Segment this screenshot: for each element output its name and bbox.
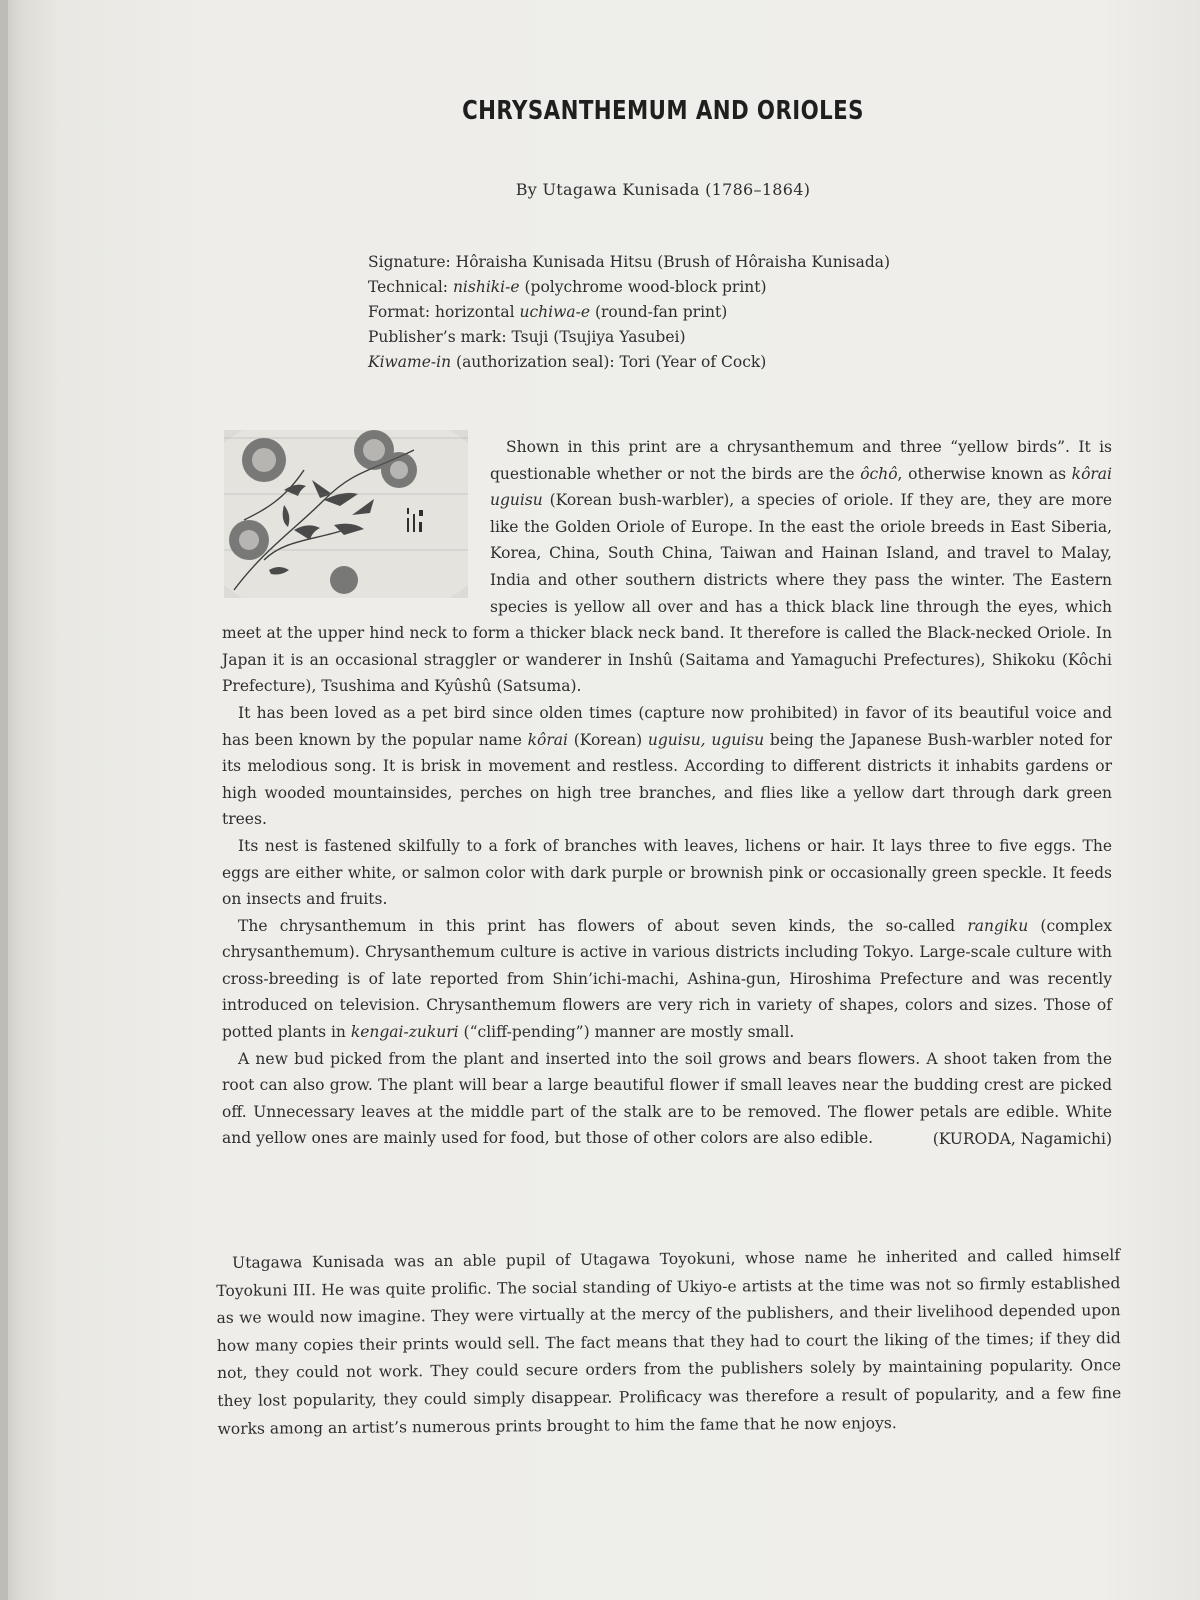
- format-label: Format: horizontal: [368, 303, 520, 321]
- format-line: [368, 300, 1008, 325]
- kiwame-value: (authorization seal): Tori (Year of Cock): [451, 353, 767, 371]
- signature-value: Hôraisha Kunisada Hitsu (Brush of Hôraisha Kunisada): [450, 253, 891, 271]
- paragraph-cultivation: A new bud picked from the plant and inserted into the soil grows and bears flowers. A shoot taken from the root can also grow. The plant will bear a large beautiful flower if small leaves near the budding crest are picked off. Unnecessary leaves at the middle part of the stalk are to be removed. The flower petals are edible. White and yellow ones are mainly used for food, but those of other colors are also edible.: [222, 1049, 1112, 1148]
- page-title: CHRYSANTHEMUM AND ORIOLES: [462, 96, 864, 126]
- format-term: uchiwa-e: [519, 303, 591, 321]
- text-run: (complex chrysanthemum). Chrysanthemum culture is active in various districts including Tokyo. Large-scale culture with cross-breeding is of late reported from Shin’ichi-machi, Ashina-gun, Hiroshima Prefecture and was recently introduced on television. Chrysanthemum flowers are very rich in variety of shapes, colors and sizes. Those of potted plants in: [222, 916, 1112, 1042]
- publisher-value: Tsuji (Tsujiya Yasubei): [506, 328, 686, 346]
- text-run: (Korean bush-warbler), a species of oriole. If they are, they are more like the Golden Oriole of Europe. In the east the oriole breeds in East Siberia, Korea, China, South China, Taiwan and Hainan Island, and travel to Malay, India and other southern districts where they pass the winter. The Eastern species is yellow all over and has a thick black line through the eyes, which meet at the upper hind neck to form a thicker black neck band. It therefore is called the Black-necked Oriole. In Japan it is an occasional straggler or wanderer in Inshû (Saitama and Yamaguchi Prefectures), Shikoku (Kôchi Prefecture), Tsushima and Kyûshû (Satsuma).: [222, 491, 1112, 696]
- technical-label: Technical:: [368, 278, 453, 296]
- italic-term: kengai-zukuri: [350, 1023, 459, 1042]
- author-signoff: (KURODA, Nagamichi): [932, 1130, 1112, 1149]
- technical-value: (polychrome wood-block print): [519, 278, 767, 296]
- print-metadata: [368, 250, 1008, 375]
- italic-term: kôrai uguisu: [490, 464, 1113, 510]
- text-run: Shown in this print are a chrysanthemum and three “yellow birds”. It is questionable whether or not the birds are the: [490, 438, 1112, 483]
- essay-body: [222, 434, 1112, 1153]
- page-gutter: [0, 0, 8, 1600]
- text-run: (Korean): [567, 730, 648, 749]
- signature-label: Signature:: [368, 253, 451, 271]
- text-run: , otherwise known as: [897, 464, 1072, 483]
- format-value: (round-fan print): [590, 303, 728, 321]
- italic-term: rangiku: [967, 916, 1029, 935]
- publisher-line: [368, 325, 1008, 350]
- signature-line: [368, 250, 1008, 275]
- image-spacer: [222, 434, 490, 606]
- paragraph-nest: Its nest is fastened skilfully to a fork of branches with leaves, lichens or hair. It lays three to five eggs. The eggs are either white, or salmon color with dark purple or brownish pink or occasionally green speckle. It feeds on insects and fruits.: [222, 836, 1112, 909]
- italic-term: ôchô: [860, 464, 898, 483]
- italic-term: uguisu, uguisu: [647, 730, 765, 749]
- paragraph-chrysanthemum: [222, 913, 1112, 1046]
- kiwame-line: [368, 350, 1008, 375]
- paragraph-biography: Utagawa Kunisada was an able pupil of Utagawa Toyokuni, whose name he inherited and called himself Toyokuni III. He was quite prolific. The social standing of Ukiyo-e artists at the time was not so firmly established as we would now imagine. They were virtually at the mercy of the publishers, and their livelihood depended upon how many copies their prints would sell. The fact means that they had to court the liking of the times; if they did not, they could not work. They could secure orders from the publishers solely by maintaining popularity. Once they lost popularity, they could simply disappear. Prolificacy was therefore a result of popularity, and a few fine works among an artist’s numerous prints brought to him the fame that he now enjoys.: [216, 1246, 1122, 1438]
- text-run: (“cliff-pending”) manner are mostly small.: [458, 1023, 795, 1042]
- publisher-label: Publisher’s mark:: [368, 328, 507, 346]
- text-run: It has been loved as a pet bird since olden times (capture now prohibited) in favor of its beautiful voice and has been known by the popular name: [222, 703, 1112, 749]
- paragraph-pet-bird: [222, 700, 1112, 833]
- byline: By Utagawa Kunisada (1786–1864): [515, 180, 811, 199]
- kiwame-term: Kiwame-in: [368, 353, 452, 371]
- text-run: being the Japanese Bush-warbler noted for its melodious song. It is brisk in movement and restless. According to different districts it inhabits gardens or high wooded mountainsides, perches on high tree branches, and flies like a yellow dart through dark green trees.: [222, 730, 1112, 829]
- artist-biography: [216, 1242, 1122, 1443]
- technical-term: nishiki-e: [452, 278, 520, 296]
- italic-term: kôrai: [527, 730, 568, 749]
- technical-line: [368, 275, 1008, 300]
- text-run: The chrysanthemum in this print has flowers of about seven kinds, the so-called: [238, 916, 968, 935]
